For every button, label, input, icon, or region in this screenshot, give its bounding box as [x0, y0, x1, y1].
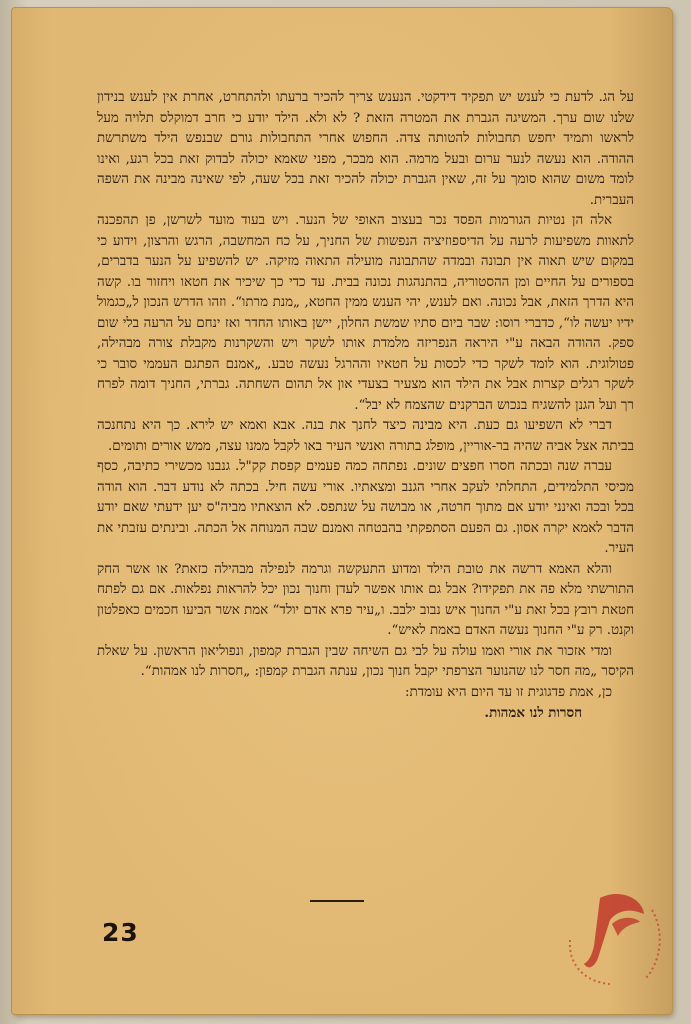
paragraph: על הג. לדעת כי לענש יש תפקיד דידקטי. הנענש צריך להכיר ברעתו ולהתחרט, אחרת אין לענש בנידון שלנו שום ערך. המשיגה הגברת את המטרה הזאת ? לא ולא. הילד יודע כי חרב דמוקלס תלויה מעל לראשו ותמיד יחפש תחבולות להטותה צדה. החפוש אחרי התחבולות גורם שבנפש הילד משתרשת ההודה. הוא נעשה לנער ערום ובעל מרמה. הוא מבכר, מפני שאמא יכולה לבדוק זאת בכל רגע, ואינו לומד משום שהוא סומך על זה, שאין הגברת יכולה להכיר זאת בכל שעה, לפי שאינה מבינה את השפה העברית.: [97, 90, 634, 208]
paragraph: עברה שנה ובכתה חסרו חפצים שונים. נפתחה כמה פעמים קפסת קק"ל. גנבנו מכשירי כתיבה, כסף מכיסי התלמידים, התחלתי לעקב אחרי הגנב ומצאתיו. אורי עשה חיל. בכתה לא נודע דבר. הוא הודה בכל ובכה ואינני יודע אם מתוך חרטה, או מבושה על שנתפס. לא הוצאתיו מביה"ס יען ידעתי שאם יודע הדבר לאמא יקרה אסון. גם הפעם הסתפקתי בהבטחה ואמנם שבה המנוחה אל הכתה. ובינתים עזבתי את העיר.: [97, 459, 634, 556]
closing-line: כן, אמת פדגוגית זו עד היום היא עומדת:: [404, 684, 612, 700]
closing-bold-line: חסרות לנו אמהות.: [484, 705, 582, 721]
paragraph: דברי לא השפיעו גם כעת. היא מבינה כיצד לחנך את בנה. אבא ואמא יש לירא. כך היא נתחנכה בביתה אצל אביה שהיה בר-אוריין, מופלג בתורה ואנשי העיר באו לקבל ממנו עצה, ממש אורים ותומים.: [97, 418, 634, 454]
paragraph: אלה הן נטיות הגורמות הפסד נכר בעצוב האופי של הנער. ויש בעוד מועד לשרשן, פן תהפכנה לתאוות משפיעות לרעה על הדיספוזיציה הנפשות של החניך, על כח המחשבה, הרגש והרצון, וידוע כי במקום שיש תאוה אין תבונה ובמדה שהתבונה מועילה התאוה מזיקה. יש להשפיע על הנער בדברים, בספורים על החיים ומן ההסטוריה, בהתנהגות נכונה בבית. עד כדי כך שיכיר את חטאו ויחזור בו. קשה היא הדרך הזאת, אבל נכונה. ואם לענש, יהי הענש ממין החטא, „מנת מרתו“. וזהו הדרש הנכון ל„כגמול ידיו יעשה לו“, כדברי רוסו: שבר ביום סתיו שמשת החלון, יישן באותו החדר ואז ינחם על הרעה בלי שום ספק. ההודה הבאה ע"י היראה הנפריזה מלמדת אותו לשקר ויש והשקרנות מקבלת צורה מבהילה, פטולוגית. הוא לומד לשקר כדי לכסות על חטאיו וההרגל נעשה טבע. „אמנם הפתגם העממי סובר כי לשקר רגלים קצרות אבל את הילד הוא מצעיר בצעדי און אל תהום השחתה. גברתי, החניך דומה לפרח רך ועל הגנן להשגיח בנכוש הברקנים שהצמח לא יבל“.: [97, 213, 634, 413]
paragraph: ומדי אזכור את אורי ואמו עולה על לבי גם השיחה שבין הגברת קמפון, ונפוליאון הראשון. על שאלת הקיסר „מה חסר לנו שהנוער הצרפתי יקבל חנוך נכון, ענתה הגברת קמפון: „חסרות לנו אמהות“.: [97, 643, 634, 679]
library-stamp-logo: [560, 880, 670, 990]
page-body: [97, 88, 634, 724]
paragraph: והלא האמא דרשה את טובת הילד ומדוע התעקשה וגרמה לנפילה מבהילה כזאת? או אשר החק התורשתי מלא פה את תפקידו? אבל גם אותו אפשר לעדן וחנוך נכון יכל להראות נפלאות. אם גם לפתח חטאת רובץ בכל זאת ע"י החנוך איש נבוב ילבב. ו„עיר פרא אדם יולד“ אמת אשר הביעו חכמים כאפלטון וקנט. רק ע"י החנוך נעשה האדם באמת לאיש“.: [97, 561, 634, 638]
section-divider: [310, 900, 364, 902]
page-number: 23: [102, 918, 139, 947]
